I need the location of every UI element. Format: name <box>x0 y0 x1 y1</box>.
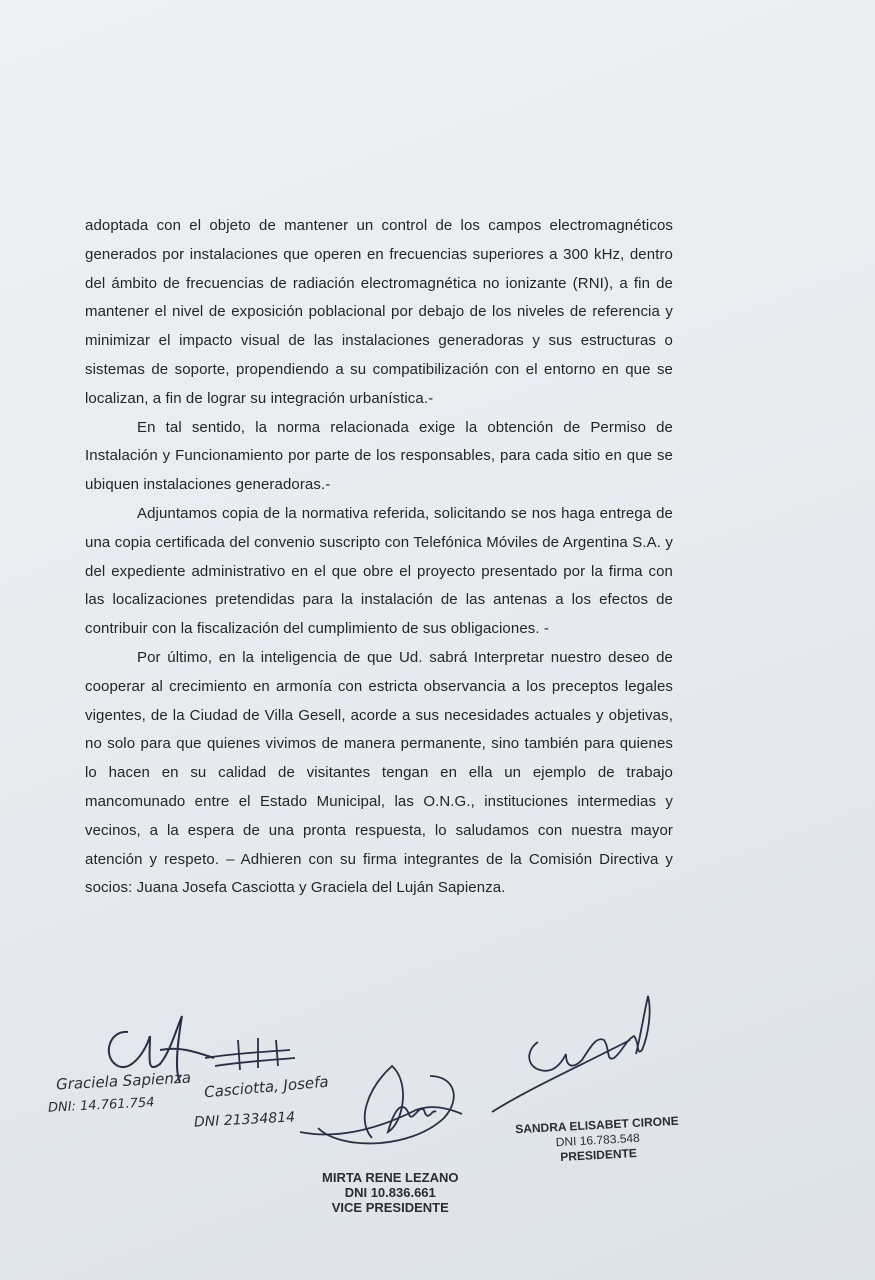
president-role: PRESIDENTE <box>559 1145 638 1164</box>
handwritten-name-sapienza: Graciela Sapienza <box>55 1068 192 1094</box>
vice-president-dni: DNI 10.836.661 <box>344 1185 436 1200</box>
stamp-vice-president <box>322 1170 459 1215</box>
handwritten-name-casciotta: Casciotta, Josefa <box>203 1072 330 1102</box>
paragraph-2: En tal sentido, la norma relacionada exige la obtención de Permiso de Instalación y Funcionamiento por parte de los responsables, para cada sitio en que se ubiquen instalaciones generadoras.- <box>85 418 673 494</box>
handwritten-dni-sapienza: DNI: 14.761.754 <box>47 1095 155 1116</box>
president-dni: DNI 16.783.548 <box>555 1130 641 1150</box>
president-name: SANDRA ELISABET CIRONE <box>514 1113 680 1137</box>
paragraph-4: Por último, en la inteligencia de que Ud. sabrá Interpretar nuestro deseo de cooperar al crecimiento en armonía con estricta observancia a los preceptos legales vigentes, de la Ciudad de Villa Gesell, acorde a sus necesidades actuales y objetivas, no solo para que quienes vivimos de manera permanente, sino también para quienes lo hacen en su calidad de visitantes tengan en ella un ejemplo de trabajo mancomunado entre el Estado Municipal, las O.N.G., instituciones intermedias y vecinos, a la espera de una pronta respuesta, lo saludamos con nuestra mayor atención y respeto. – Adhieren con su firma integrantes de la Comisión Directiva y socios: Juana Josefa Casciotta y Graciela del Luján Sapienza. <box>85 648 673 897</box>
handwritten-dni-casciotta: DNI 21334814 <box>193 1109 296 1131</box>
stamp-president <box>515 1114 681 1167</box>
vice-president-name: MIRTA RENE LEZANO <box>322 1170 459 1185</box>
paragraph-1: adoptada con el objeto de mantener un control de los campos electromagnéticos generados por instalaciones que operen en frecuencias superiores a 300 kHz, dentro del ámbito de frecuencias de radiación electromagnética no ionizante (RNI), a fin de mantener el nivel de exposición poblacional por debajo de los niveles de referencia y minimizar el impacto visual de las instalaciones generadoras y sus estructuras o sistemas de soporte, propendiendo a su compatibilización con el entorno en que se localizan, a fin de lograr su integración urbanística.- <box>85 217 673 407</box>
vice-president-role: VICE PRESIDENTE <box>331 1200 449 1215</box>
signature-casciotta <box>205 1038 295 1070</box>
signature-cirone <box>492 996 650 1112</box>
paragraph-3: Adjuntamos copia de la normativa referida, solicitando se nos haga entrega de una copia certificada del convenio suscripto con Telefónica Móviles de Argentina S.A. y del expediente administrativo en el que obre el proyecto presentado por la firma con las localizaciones pretendidas para la instalación de las antenas a los efectos de contribuir con la fiscalización del cumplimiento de sus obligaciones. - <box>85 504 673 638</box>
